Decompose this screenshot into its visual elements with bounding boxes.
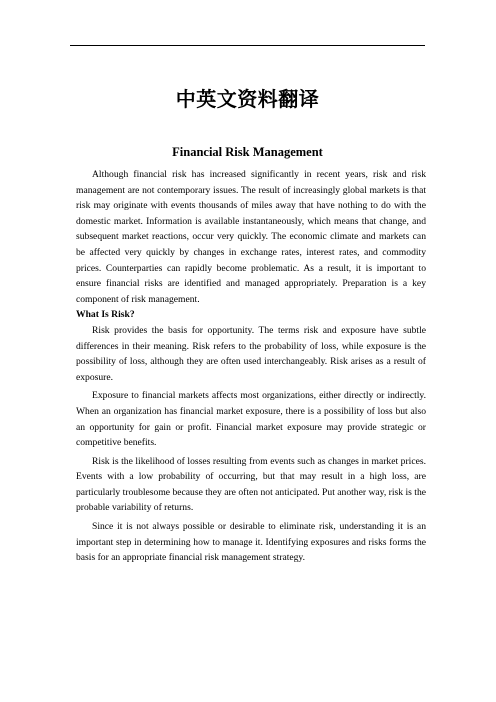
- article-body: [76, 167, 426, 569]
- body-paragraph: Exposure to financial markets affects most organizations, either directly or indirectly. When an organization has financial market exposure, there is a possibility of loss but also an opportunity for gain or profit. Financial market exposure may provide strategic or competitive benefits.: [76, 390, 426, 449]
- body-paragraph: Risk provides the basis for opportunity. The terms risk and exposure have subtle differences in their meaning. Risk refers to the probability of loss, while exposure is the possibility of loss, although they are often used interchangeably. Risk arises as a result of exposure.: [76, 324, 426, 383]
- section-heading: What Is Risk?: [76, 309, 135, 321]
- article-title: Financial Risk Management: [172, 145, 323, 159]
- document-title: 中英文资料翻译: [175, 87, 320, 111]
- body-paragraph: Risk is the likelihood of losses resulting from events such as changes in market prices. Events with a low probability of occurring, but that may result in a high loss, are particularly troublesome because they are often not anticipated. Put another way, risk is the probable variability of returns.: [76, 455, 426, 514]
- header-rule: [70, 45, 425, 46]
- intro-paragraph: Although financial risk has increased significantly in recent years, risk and risk management are not contemporary issues. The result of increasingly global markets is that risk may originate with events thousands of miles away that have nothing to do with the domestic market. Information is available instantaneously, which means that change, and subsequent market reactions, occur very quickly. The economic climate and markets can be affected very quickly by changes in exchange rates, interest rates, and commodity prices. Counterparties can rapidly become problematic. As a result, it is important to ensure financial risks are identified and managed appropriately. Preparation is a key component of risk management.: [76, 169, 426, 305]
- body-paragraph: Since it is not always possible or desirable to eliminate risk, understanding it is an important step in determining how to manage it. Identifying exposures and risks forms the basis for an appropriate financial risk management strategy.: [76, 521, 426, 564]
